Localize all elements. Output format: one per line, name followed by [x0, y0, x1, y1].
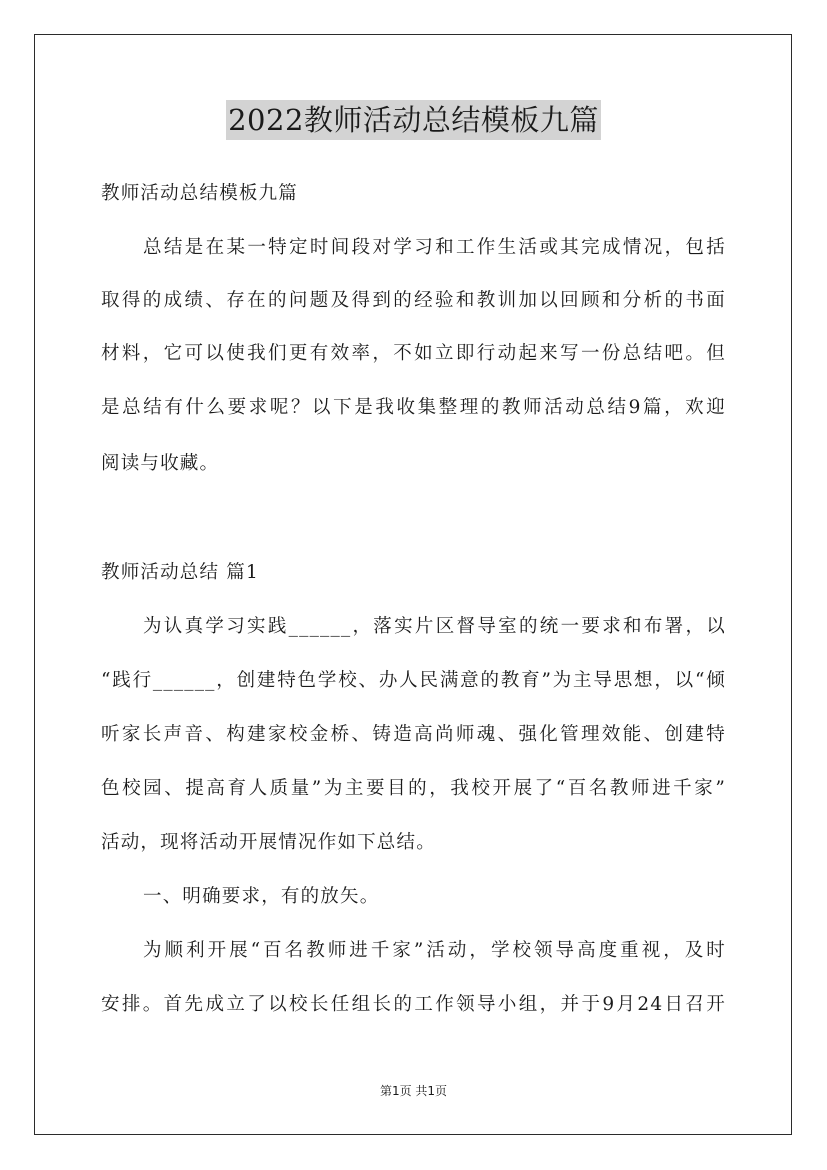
- title-container: [0, 100, 827, 140]
- section-heading: 教师活动总结 篇1: [101, 562, 259, 583]
- intro-line: 是总结有什么要求呢？以下是我收集整理的教师活动总结9篇，欢迎: [101, 397, 726, 418]
- section-line: 为认真学习实践______，落实片区督导室的统一要求和布署，以: [143, 616, 726, 637]
- document-subtitle: 教师活动总结模板九篇: [101, 183, 299, 204]
- intro-line: 材料，它可以使我们更有效率，不如立即行动起来写一份总结吧。但: [101, 343, 726, 364]
- section-line: 听家长声音、构建家校金桥、铸造高尚师魂、强化管理效能、创建特: [101, 724, 726, 745]
- intro-line: 取得的成绩、存在的问题及得到的经验和教训加以回顾和分析的书面: [101, 290, 726, 311]
- intro-line: 总结是在某一特定时间段对学习和工作生活或其完成情况，包括: [143, 237, 726, 258]
- section-line: 为顺利开展“百名教师进千家”活动，学校领导高度重视，及时: [143, 940, 726, 961]
- section-line: 活动，现将活动开展情况作如下总结。: [101, 832, 436, 853]
- section-line: 安排。首先成立了以校长任组长的工作领导小组，并于9月24日召开: [101, 994, 726, 1015]
- section-line: “践行______，创建特色学校、办人民满意的教育”为主导思想，以“倾: [101, 670, 726, 691]
- intro-line: 阅读与收藏。: [101, 453, 220, 474]
- document-title: 2022教师活动总结模板九篇: [226, 100, 601, 140]
- section-subheading: 一、明确要求，有的放矢。: [143, 886, 380, 907]
- section-line: 色校园、提高育人质量”为主要目的，我校开展了“百名教师进千家”: [101, 778, 726, 799]
- page-footer: 第1页 共1页: [379, 1084, 448, 1098]
